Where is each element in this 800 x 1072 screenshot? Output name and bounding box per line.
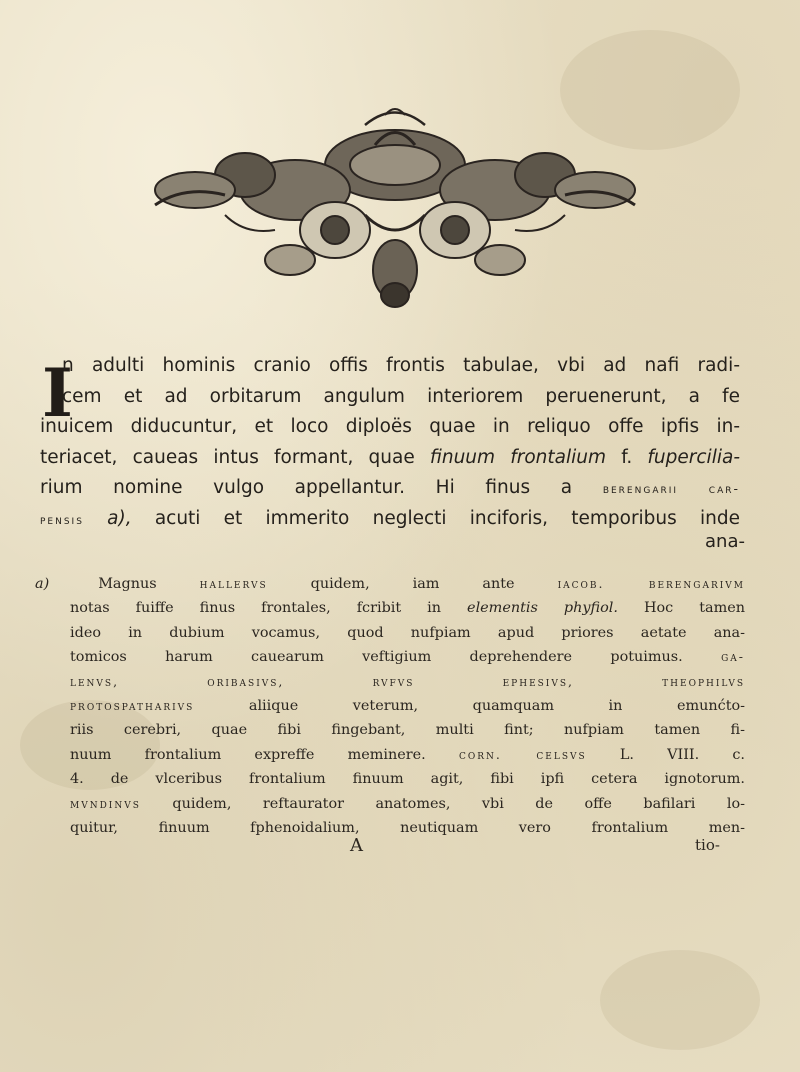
text-line: inuicem diducuntur, et loco diploës quae in reliquo offe ipfis in- <box>40 416 740 437</box>
footnote-line: protospatharivs aliique veterum, quamquam in emunćto- <box>70 697 746 714</box>
footnote-line: notas fuiffe finus frontales, fcribit in elementis phyfiol. Hoc tamen <box>70 600 745 617</box>
footnote-line: mvndinvs quidem, reftaurator anatomes, vbi de offe bafilari lo- <box>70 795 745 812</box>
text-line: pensis a), acuti et immerito neglecti inciforis, temporibus inde <box>40 507 740 529</box>
catchword: ana- <box>705 531 745 552</box>
footnote-catchword: tio- <box>695 836 720 854</box>
text-line: rium nomine vulgo appellantur. Hi finus a berengarii car- <box>40 477 741 498</box>
footnote-line: 4. de vlceribus frontalium finuum agit, fibi ipfi cetera ignotorum. <box>70 771 745 788</box>
main-paragraph <box>40 351 741 534</box>
drop-cap: I <box>42 354 73 432</box>
footnote-line: lenvs, oribasivs, rvfvs ephesivs, theophilvs <box>70 673 745 689</box>
text-line: teriacet, caueas intus formant, quae finuum frontalium f. fupercilia- <box>40 446 740 468</box>
footnote-line: tomicos harum cauearum veftigium deprehendere potuimus. ga- <box>70 649 745 666</box>
paper-stain <box>600 950 760 1050</box>
text-line: cem et ad orbitarum angulum interiorem peruenerunt, a fe <box>62 385 740 407</box>
footnote-line: nuum frontalium expreffe meminere. corn. celsvs L. VIII. c. <box>70 746 746 763</box>
floral-ornament-icon <box>135 95 655 315</box>
footnote-line: a) Magnus hallervs quidem, iam ante iacob. berengarivm <box>35 576 745 592</box>
footnote-line: quitur, finuum fphenoidalium, neutiquam vero frontalium men- <box>70 819 745 836</box>
text-line: n adulti hominis cranio offis frontis tabulae, vbi ad nafi radi- <box>62 355 740 376</box>
signature-mark: A <box>350 835 363 856</box>
footnote-line: riis cerebri, quae fibi fingebant, multi fint; nufpiam tamen fi- <box>70 722 745 739</box>
footnote-line: ideo in dubium vocamus, quod nufpiam apud priores aetate ana- <box>70 624 745 641</box>
footnote <box>35 572 745 840</box>
